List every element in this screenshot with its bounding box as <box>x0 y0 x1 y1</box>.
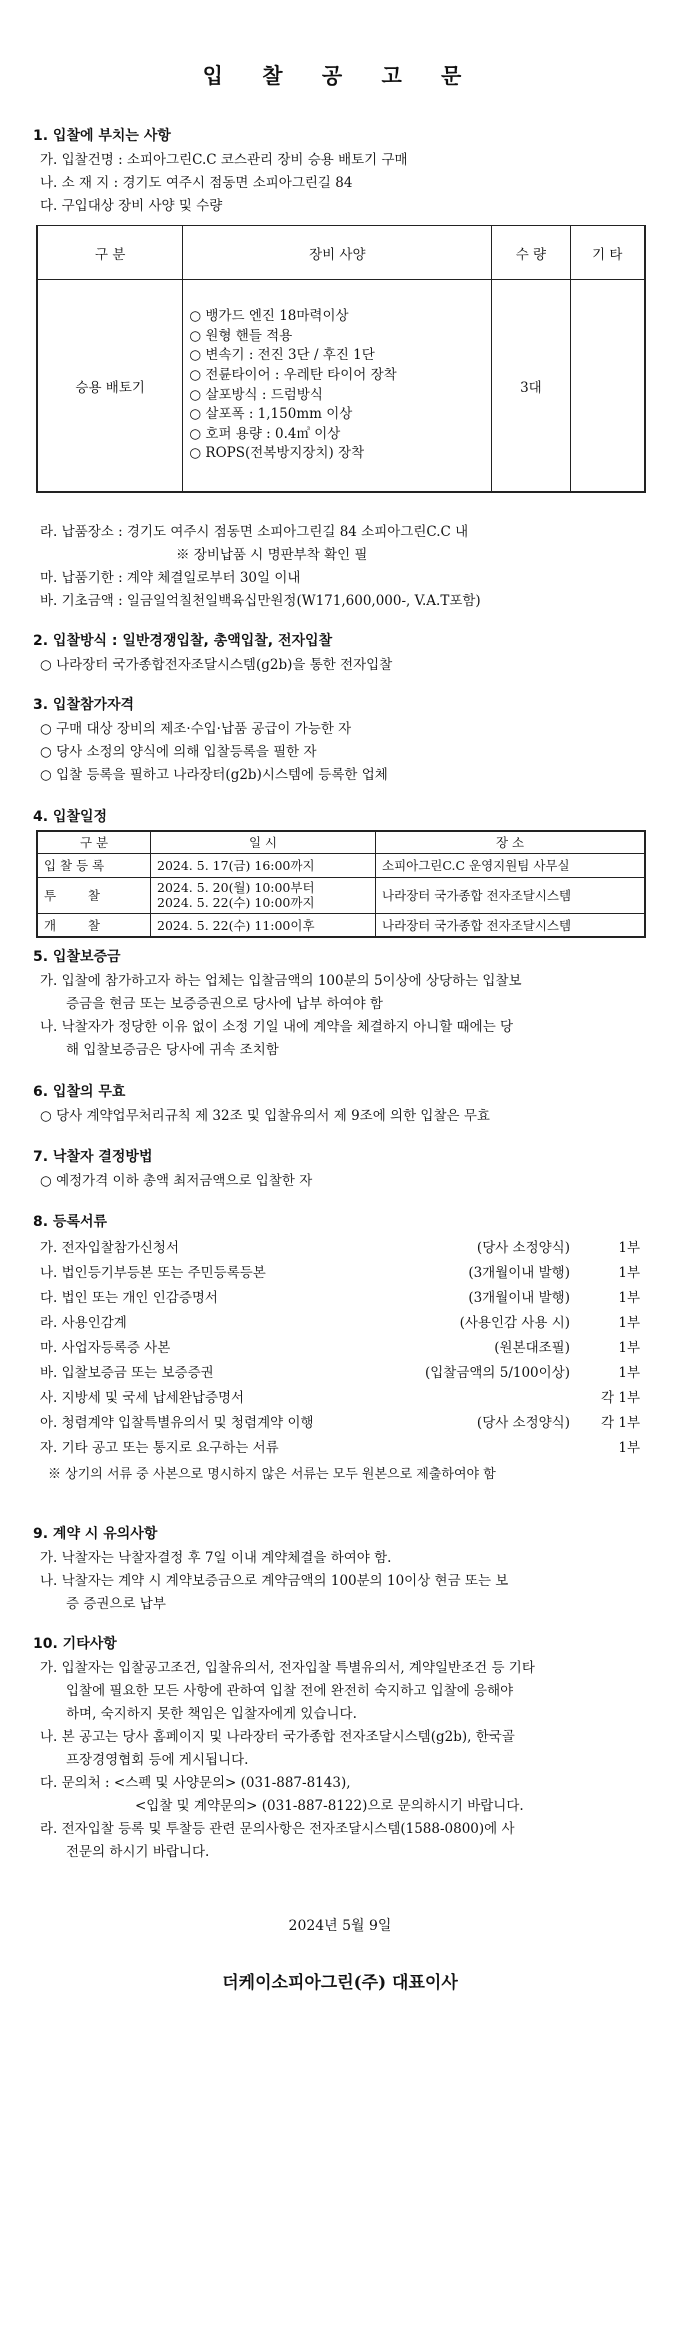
misc-item-b-cont: 프장경영협회 등에 게시됩니다. <box>66 1752 249 1768</box>
list-item <box>40 1286 640 1306</box>
item-bid-name: 가. 입찰건명 : 소피아그린C.C 코스관리 장비 승용 배토기 구매 <box>40 152 408 168</box>
qualification-item: ○ 구매 대상 장비의 제조·수입·납품 공급이 가능한 자 <box>40 721 352 737</box>
list-item <box>40 1311 640 1331</box>
doc-count: 각 1부 <box>601 1415 640 1431</box>
schedule-header-type: 구 분 <box>37 831 151 853</box>
doc-name: 다. 법인 또는 개인 인감증명서 <box>40 1290 218 1306</box>
spec-etc-cell <box>570 280 645 493</box>
spec-header-qty: 수 량 <box>492 226 570 280</box>
invalid-bid-item: ○ 당사 계약업무처리규칙 제 32조 및 입찰유의서 제 9조에 의한 입찰은 무효 <box>40 1108 490 1124</box>
spec-items-cell <box>183 280 492 493</box>
doc-note: (입찰금액의 5/100이상) <box>424 1365 570 1381</box>
doc-note: (당사 소정양식) <box>476 1240 570 1256</box>
spec-item: ○ 호퍼 용량 : 0.4㎥ 이상 <box>189 425 341 442</box>
doc-count: 각 1부 <box>601 1390 640 1406</box>
table-row <box>37 913 645 937</box>
qualification-item: ○ 입찰 등록을 필하고 나라장터(g2b)시스템에 등록한 업체 <box>40 767 388 783</box>
schedule-label: 투 찰 <box>37 877 151 913</box>
section-2-heading: 2. 입찰방식 : 일반경쟁입찰, 총액입찰, 전자입찰 <box>33 633 333 649</box>
spec-header-category: 구 분 <box>37 226 183 280</box>
bid-method-item: ○ 나라장터 국가종합전자조달시스템(g2b)을 통한 전자입찰 <box>40 657 393 673</box>
section-8-heading: 8. 등록서류 <box>33 1214 108 1230</box>
misc-item-c-cont: <입찰 및 계약문의> (031-887-8122)으로 문의하시기 바랍니다. <box>135 1798 524 1814</box>
deposit-item-b-cont: 해 입찰보증금은 당사에 귀속 조치함 <box>66 1042 279 1058</box>
section-3-heading: 3. 입찰참가자격 <box>33 697 135 713</box>
doc-name: 마. 사업자등록증 사본 <box>40 1340 171 1356</box>
section-9-heading: 9. 계약 시 유의사항 <box>33 1526 158 1542</box>
list-item <box>40 1361 640 1381</box>
misc-item-b: 나. 본 공고는 당사 홈페이지 및 나라장터 국가종합 전자조달시스템(g2b), 한국골 <box>40 1729 515 1745</box>
doc-name: 라. 사용인감계 <box>40 1315 127 1331</box>
list-item <box>40 1436 640 1456</box>
doc-note: (원본대조필) <box>494 1340 570 1356</box>
section-1-heading: 1. 입찰에 부치는 사항 <box>33 128 171 144</box>
item-equipment-spec-title: 다. 구입대상 장비 사양 및 수량 <box>40 198 223 214</box>
spec-header-etc: 기 타 <box>570 226 645 280</box>
section-7-heading: 7. 낙찰자 결정방법 <box>33 1149 153 1165</box>
schedule-time-line: 2024. 5. 22(수) 10:00까지 <box>157 895 315 910</box>
spec-item: ○ 전륜타이어 : 우레탄 타이어 장착 <box>189 366 397 383</box>
spec-header-spec: 장비 사양 <box>183 226 492 280</box>
schedule-header-time: 일 시 <box>151 831 376 853</box>
page-title: 입 찰 공 고 문 <box>202 63 478 88</box>
spec-item: ○ 살포폭 : 1,150mm 이상 <box>189 406 353 423</box>
schedule-time <box>151 877 376 913</box>
doc-count: 1부 <box>618 1365 640 1381</box>
list-item <box>40 1236 640 1256</box>
deposit-item-a: 가. 입찰에 참가하고자 하는 업체는 입찰금액의 100분의 5이상에 상당하는 입찰보 <box>40 973 522 989</box>
item-delivery-deadline: 마. 납품기한 : 계약 체결일로부터 30일 이내 <box>40 570 301 586</box>
doc-note: (당사 소정양식) <box>476 1415 570 1431</box>
deposit-item-a-cont: 증금을 현금 또는 보증증권으로 당사에 납부 하여야 함 <box>66 996 383 1012</box>
doc-count: 1부 <box>618 1240 640 1256</box>
schedule-time-line: 2024. 5. 17(금) 16:00까지 <box>157 858 315 873</box>
schedule-place: 나라장터 국가종합 전자조달시스템 <box>376 877 646 913</box>
equipment-spec-table <box>36 225 646 493</box>
doc-count: 1부 <box>618 1265 640 1281</box>
misc-item-a-cont: 하며, 숙지하지 못한 책임은 입찰자에게 있습니다. <box>66 1706 357 1722</box>
schedule-time <box>151 853 376 877</box>
doc-note: (3개월이내 발행) <box>468 1265 570 1281</box>
documents-note: ※ 상기의 서류 중 사본으로 명시하지 않은 서류는 모두 원본으로 제출하여야 함 <box>48 1467 496 1482</box>
spec-item: ○ 원형 핸들 적용 <box>189 327 293 344</box>
list-item <box>40 1411 640 1431</box>
doc-name: 자. 기타 공고 또는 통지로 요구하는 서류 <box>40 1440 279 1456</box>
doc-count: 1부 <box>618 1290 640 1306</box>
doc-count: 1부 <box>618 1340 640 1356</box>
doc-note: (사용인감 사용 시) <box>459 1315 570 1331</box>
doc-name: 바. 입찰보증금 또는 보증증권 <box>40 1365 214 1381</box>
doc-name: 아. 청렴계약 입찰특별유의서 및 청렴계약 이행 <box>40 1415 314 1431</box>
schedule-label: 입 찰 등 록 <box>37 853 151 877</box>
section-4-heading: 4. 입찰일정 <box>33 809 108 825</box>
section-6-heading: 6. 입찰의 무효 <box>33 1084 126 1100</box>
table-row <box>37 853 645 877</box>
doc-note: (3개월이내 발행) <box>468 1290 570 1306</box>
spec-category-cell: 승용 배토기 <box>37 280 183 493</box>
spec-qty-cell: 3대 <box>492 280 570 493</box>
schedule-time-line: 2024. 5. 20(월) 10:00부터 <box>157 880 315 895</box>
qualification-item: ○ 당사 소정의 양식에 의해 입찰등록을 필한 자 <box>40 744 317 760</box>
spec-item: ○ 변속기 : 전진 3단 / 후진 1단 <box>189 347 375 364</box>
signer-name: 더케이소피아그린(주) 대표이사 <box>222 1973 458 1993</box>
contract-item-a: 가. 낙찰자는 낙찰자결정 후 7일 이내 계약체결을 하여야 함. <box>40 1550 392 1566</box>
contract-item-b-cont: 증 증권으로 납부 <box>66 1596 166 1612</box>
spec-item: ○ ROPS(전복방지장치) 장착 <box>189 445 365 462</box>
item-delivery-place: 라. 납품장소 : 경기도 여주시 점동면 소피아그린길 84 소피아그린C.C 내 <box>40 524 469 540</box>
list-item <box>40 1261 640 1281</box>
notice-date: 2024년 5월 9일 <box>288 1918 392 1934</box>
schedule-place: 소피아그린C.C 운영지원팀 사무실 <box>376 853 646 877</box>
doc-count: 1부 <box>618 1315 640 1331</box>
documents-list <box>40 1236 640 1456</box>
doc-name: 나. 법인등기부등본 또는 주민등록등본 <box>40 1265 266 1281</box>
item-location: 나. 소 재 지 : 경기도 여주시 점동면 소피아그린길 84 <box>40 175 353 191</box>
schedule-header-place: 장 소 <box>376 831 646 853</box>
misc-item-a: 가. 입찰자는 입찰공고조건, 입찰유의서, 전자입찰 특별유의서, 계약일반조건 등 기타 <box>40 1660 535 1676</box>
item-delivery-note: ※ 장비납품 시 명판부착 확인 필 <box>176 547 368 563</box>
winner-method-item: ○ 예정가격 이하 총액 최저금액으로 입찰한 자 <box>40 1173 313 1189</box>
item-base-amount: 바. 기초금액 : 일금일억칠천일백육십만원정(W171,600,000-, V.A.T포함) <box>40 593 481 609</box>
schedule-place: 나라장터 국가종합 전자조달시스템 <box>376 913 646 937</box>
doc-name: 가. 전자입찰참가신청서 <box>40 1240 179 1256</box>
misc-item-d-cont: 전문의 하시기 바랍니다. <box>66 1844 210 1860</box>
contract-item-b: 나. 낙찰자는 계약 시 계약보증금으로 계약금액의 100분의 10이상 현금 또는 보 <box>40 1573 509 1589</box>
spec-item: ○ 뱅가드 엔진 18마력이상 <box>189 308 349 325</box>
list-item <box>40 1336 640 1356</box>
misc-item-d: 라. 전자입찰 등록 및 투찰등 관련 문의사항은 전자조달시스템(1588-0800)에 사 <box>40 1821 515 1837</box>
doc-name: 사. 지방세 및 국세 납세완납증명서 <box>40 1390 245 1406</box>
schedule-time <box>151 913 376 937</box>
list-item <box>40 1386 640 1406</box>
misc-item-c: 다. 문의처 : <스펙 및 사양문의> (031-887-8143), <box>40 1775 351 1791</box>
schedule-label: 개 찰 <box>37 913 151 937</box>
section-10-heading: 10. 기타사항 <box>33 1636 117 1652</box>
bid-schedule-table <box>36 830 646 938</box>
spec-item: ○ 살포방식 : 드럼방식 <box>189 386 323 403</box>
table-row <box>37 877 645 913</box>
deposit-item-b: 나. 낙찰자가 정당한 이유 없이 소정 기일 내에 계약을 체결하지 아니할 때에는 당 <box>40 1019 514 1035</box>
doc-count: 1부 <box>618 1440 640 1456</box>
schedule-time-line: 2024. 5. 22(수) 11:00이후 <box>157 917 315 933</box>
section-5-heading: 5. 입찰보증금 <box>33 949 121 965</box>
misc-item-a-cont: 입찰에 필요한 모든 사항에 관하여 입찰 전에 완전히 숙지하고 입찰에 응해야 <box>66 1683 514 1699</box>
